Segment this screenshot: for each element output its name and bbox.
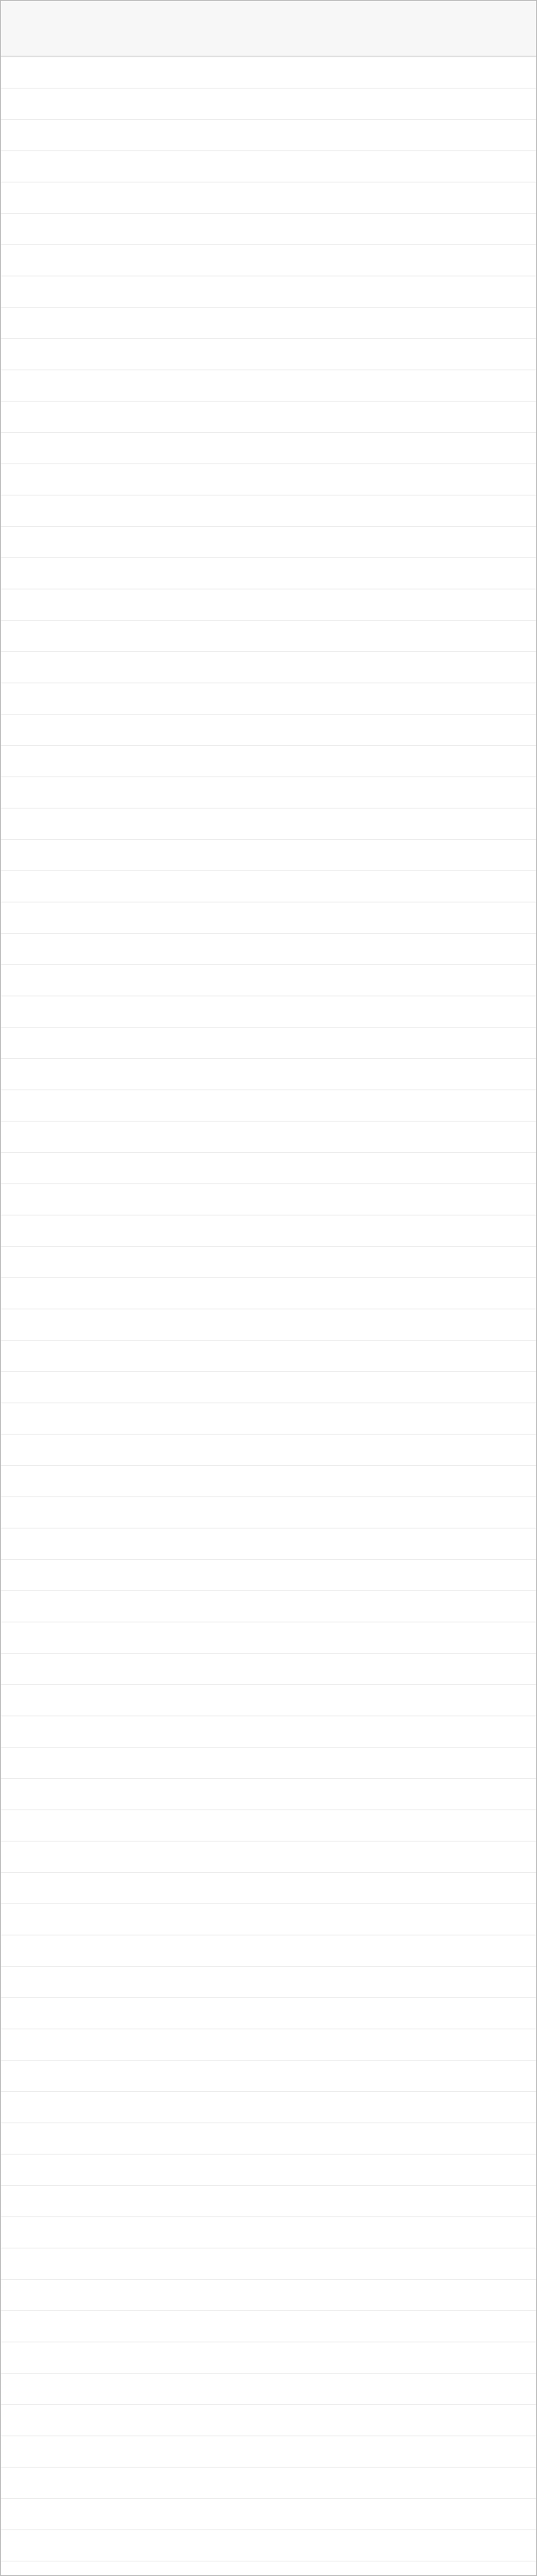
document-header [1, 1, 536, 56]
document-grid [1, 56, 536, 2575]
